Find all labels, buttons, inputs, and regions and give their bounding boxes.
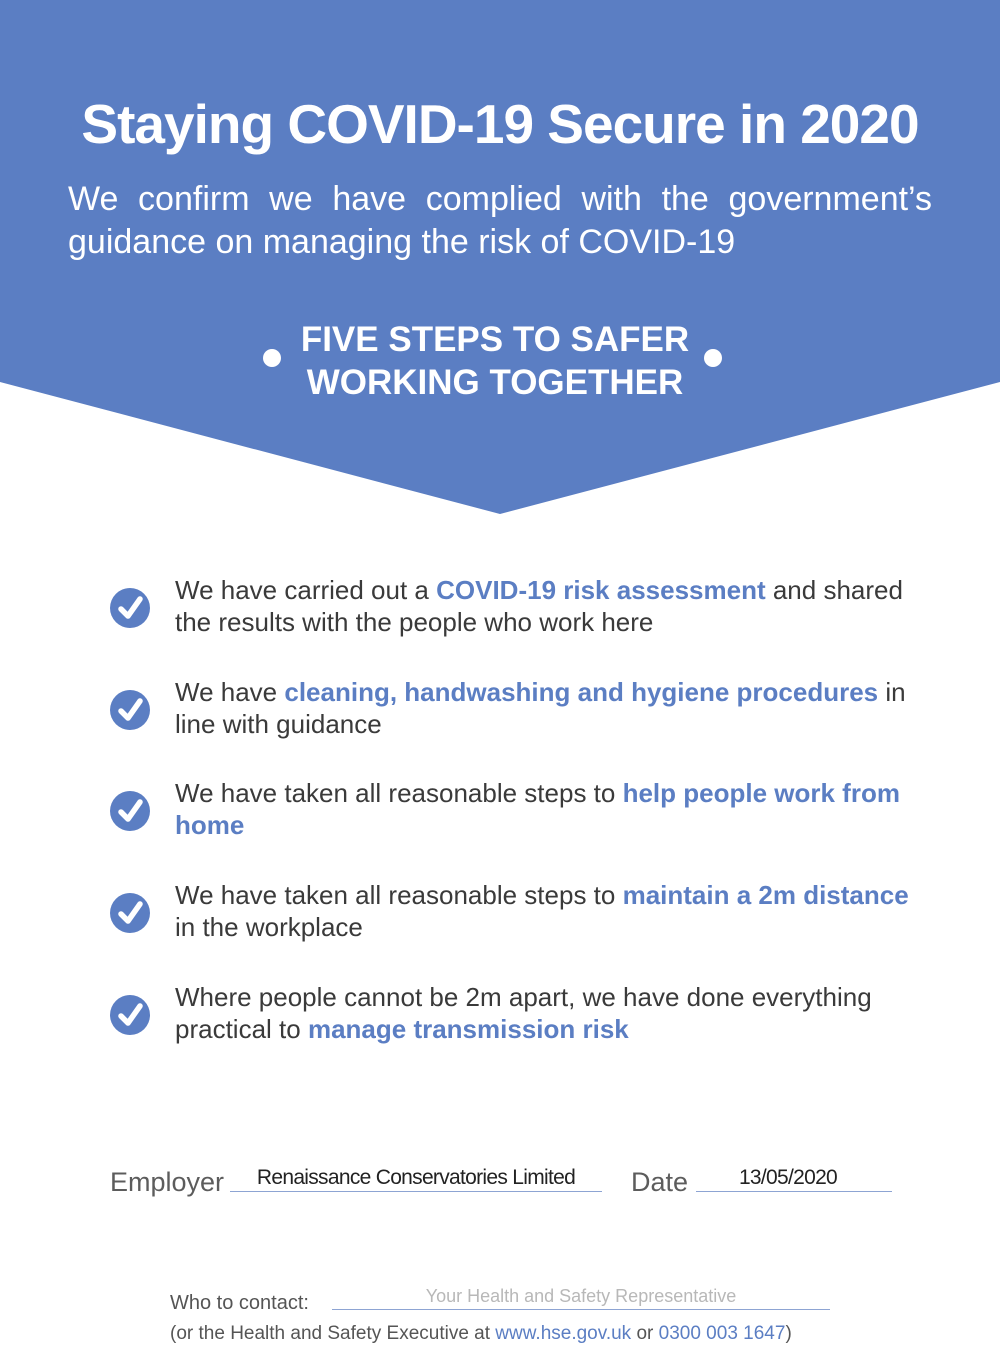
steps-heading-line2: WORKING TOGETHER <box>306 363 684 402</box>
employer-label: Employer <box>110 1167 225 1197</box>
hse-phone-link[interactable]: 0300 003 1647 <box>658 1323 786 1344</box>
step-text-pre: We have carried out a <box>175 575 437 605</box>
step-text-pre: We have taken all reasonable steps to <box>175 778 623 808</box>
step-text-post: and shared the results with the people who work here <box>175 575 903 637</box>
employer-value: Renaissance Conservatories Limited <box>256 1166 576 1189</box>
check-circle-icon <box>110 893 150 933</box>
check-circle-icon <box>110 791 150 831</box>
hse-prefix: (or the Health and Safety Executive at <box>170 1323 496 1344</box>
contact-label: Who to contact: <box>170 1292 309 1314</box>
bullet-dot-right <box>704 349 722 367</box>
step-text-pre: We have taken all reasonable steps to <box>175 880 623 910</box>
contact-field[interactable] <box>332 1309 830 1310</box>
step-text-pre: We have <box>175 677 285 707</box>
step-text-5 <box>175 981 915 1045</box>
signature-row <box>0 1165 1000 1205</box>
steps-heading-line1: FIVE STEPS TO SAFER <box>300 320 690 359</box>
step-highlight: help people work from home <box>175 778 900 840</box>
hse-info <box>170 1323 930 1345</box>
steps-heading <box>0 318 990 404</box>
step-highlight: cleaning, handwashing and hygiene procedures <box>284 677 879 707</box>
step-text-1 <box>175 574 915 638</box>
check-circle-icon <box>110 690 150 730</box>
step-text-4 <box>175 879 915 943</box>
step-text-2 <box>175 676 915 740</box>
step-text-post: in the workplace <box>175 912 363 942</box>
header-banner <box>0 0 1000 520</box>
step-text-pre: Where people cannot be 2m apart, we have done everything practical to <box>175 982 872 1044</box>
step-highlight: maintain a 2m distance <box>622 880 909 910</box>
date-value: 13/05/2020 <box>738 1166 838 1189</box>
date-label: Date <box>631 1167 689 1197</box>
step-text-3 <box>175 777 915 841</box>
hse-suffix: ) <box>785 1323 792 1344</box>
page-subtitle: We confirm we have complied with the government’s guidance on managing the risk of COVID-19 <box>68 180 932 261</box>
hse-or: or <box>631 1323 659 1344</box>
check-circle-icon <box>110 995 150 1035</box>
contact-value: Your Health and Safety Representative <box>425 1286 737 1306</box>
hse-website-link[interactable]: www.hse.gov.uk <box>495 1323 632 1344</box>
step-text-post: in line with guidance <box>175 677 906 739</box>
step-highlight: COVID-19 risk assessment <box>436 575 766 605</box>
check-circle-icon <box>110 588 150 628</box>
page-title: Staying COVID-19 Secure in 2020 <box>81 93 919 155</box>
step-highlight: manage transmission risk <box>307 1014 629 1044</box>
